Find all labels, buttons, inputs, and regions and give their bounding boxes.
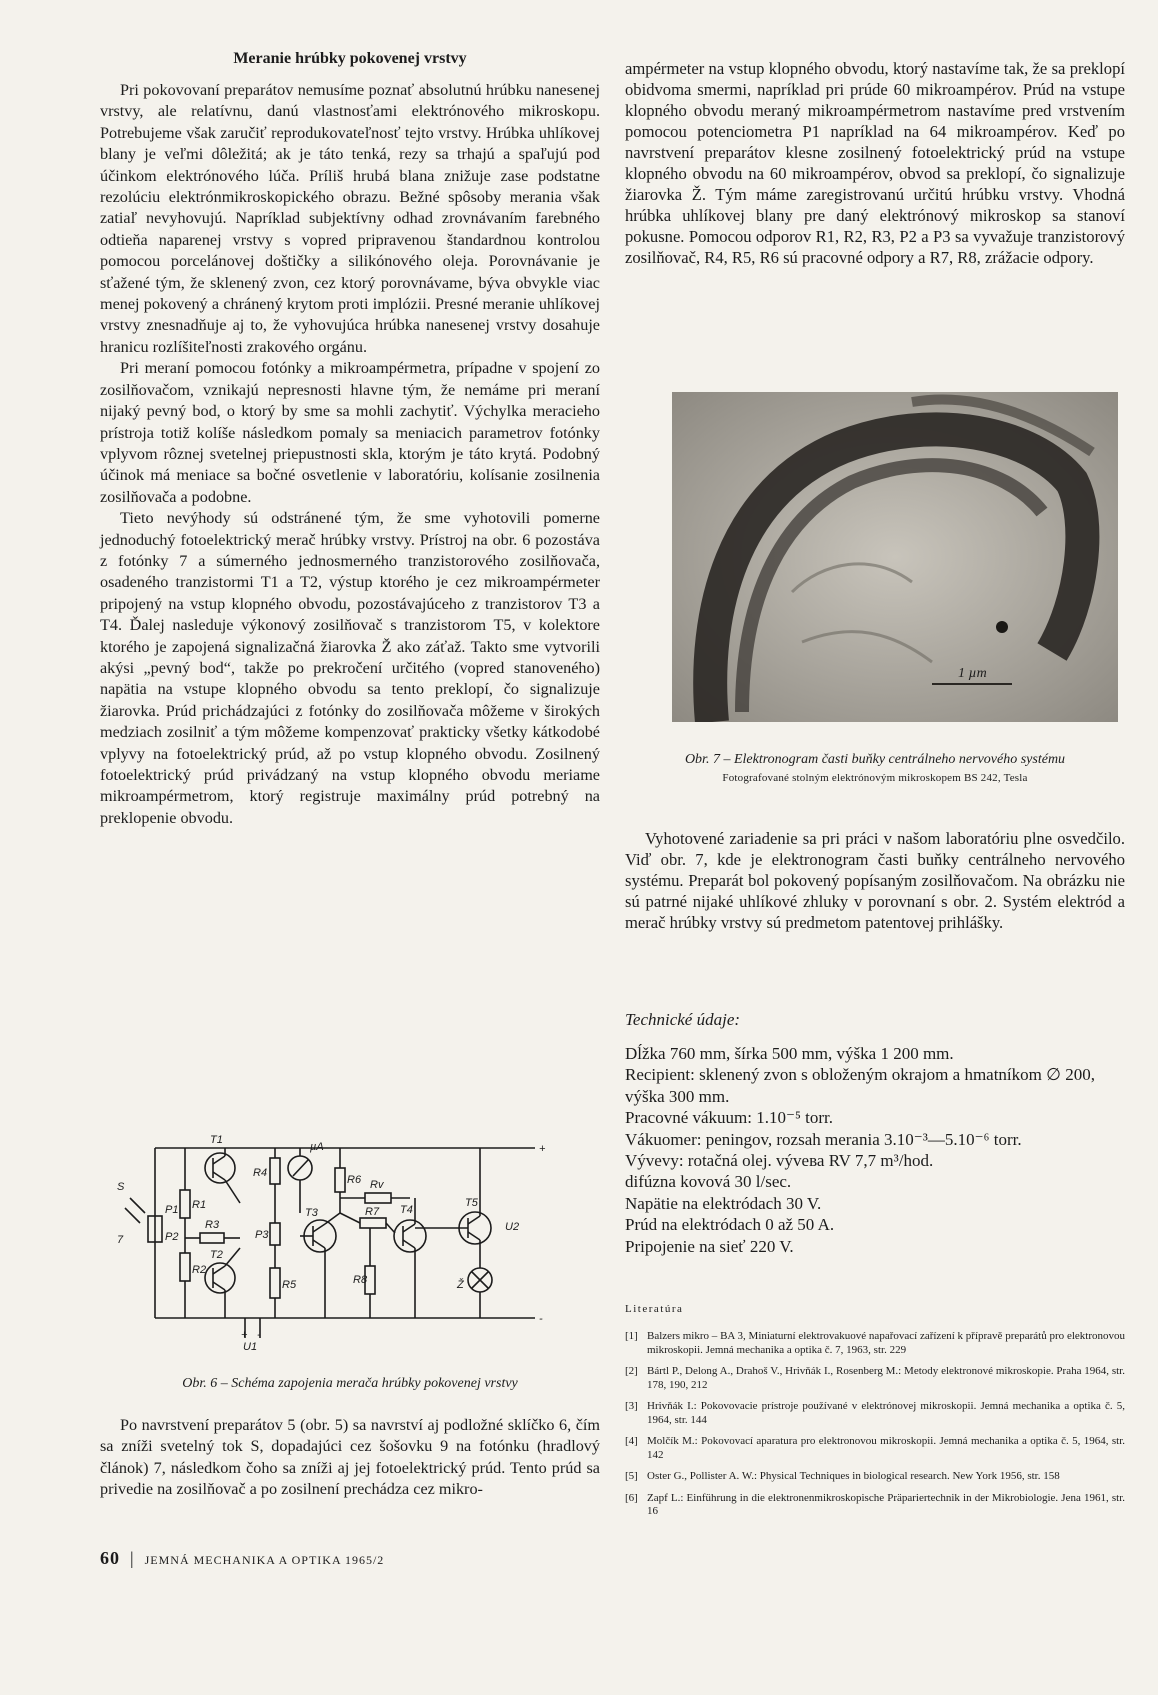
label-ua: µA (310, 1141, 324, 1153)
tech-item: Pripojenie na sieť 220 V. (625, 1236, 794, 1256)
after-photo-container (625, 828, 1125, 933)
label-r5: R5 (282, 1279, 297, 1291)
figure-6-caption: Obr. 6 – Schéma zapojenia merača hrúbky pokovenej vrstvy (182, 1376, 518, 1391)
paragraph: Pri meraní pomocou fotónky a mikroampérmetra, prípadne v spojení zo zosilňovačom, vznikajú nepresnosti hlavne tým, že nemáme pri meraní nijaký pevný bod, o ktorý by sme sa mohli zachytiť. Výchylka meracieho prístroja totiž kolíše následkom pomaly sa meniacich parametrov fotónky vplyvom rôznej svetelnej priepustnosti skla, ktorým je táto krytá. Podobný účinok má meniace sa bočné osvetlenie v laboratóriu, kolísanie zosilnenia zosilňovača a podobne. (100, 359, 600, 506)
reference-number: [5] (625, 1470, 638, 1482)
label-seven: 7 (117, 1234, 124, 1246)
footer-separator: | (130, 1548, 135, 1568)
reference-text: Bártl P., Delong A., Drahoš V., Hrivňák I., Rosenberg M.: Metody elektronové mikroskopie. Praha 1964, str. 178, 190, 212 (647, 1365, 1125, 1391)
figure-7-caption (625, 752, 1125, 784)
tech-item: Vývevy: rotačná olej. vývева RV 7,7 m³/hod. (625, 1151, 934, 1171)
tech-item: Vákuomer: peningov, rozsah merania 3.10⁻³—5.10⁻⁶ torr. (625, 1129, 1022, 1149)
reference-text: Hrivňák I.: Pokovovacie prístroje používané v elektrónovej mikroskopii. Jemná mechanika a optika č. 5, 1964, str. 144 (647, 1400, 1125, 1426)
label-minus-top: - (539, 1313, 543, 1325)
bottom-paragraph-container (100, 1415, 600, 1501)
label-plus-top: + (539, 1143, 546, 1155)
reference-number: [3] (625, 1400, 638, 1412)
paragraph: Tieto nevýhody sú odstránené tým, že sme vyhotovili pomerne jednoduchý fotoelektrický merač hrúbky vrstvy. Prístroj na obr. 6 pozostáva z fotónky 7 a súmerného jednosmerného tranzistorového zosilňovača, osadeného tranzistormi T1 a T2, výstup ktorého je cez mikroampérmeter pripojený na vstup klopného obvodu, pozostávajúceho z tranzistorov T3 a T4. Ďalej nasleduje výkonový zosilňovač s tranzistorom T5, v kolektore ktorého je zapojená signalizačná žiarovka Ž ako záťaž. Takto sme vytvorili akýsi „pevný bod“, takže po prekročení určitého (vopred stanoveného) napätia na vstupe klopného obvodu sa tento preklopí, čo signalizuje žiarovka. Prúd prichádzajúci z fotónky do zosilňovača môžeme v širokých medziach zosilniť a tým môžeme kompenzovať prakticky všetky kátkodobé vplyvy na fotoelektrický prúd, až po vstup klopného obvodu. Zosilnený fotoelektrický prúd privádzaný na vstup klopného obvodu meriame mikroampérmetrom, ktorý registruje maximálny prúd potrebný na preklopenie obvodu. (100, 509, 600, 827)
label-p1: P1 (165, 1204, 179, 1216)
page-number: 60 (100, 1548, 120, 1568)
journal-name: JEMNÁ MECHANIKA A OPTIKA 1965/2 (144, 1553, 385, 1567)
label-r3: R3 (205, 1219, 220, 1231)
reference-item (625, 1435, 1125, 1462)
label-r2: R2 (192, 1264, 207, 1276)
tech-list (625, 1043, 1125, 1257)
figure-7-title: Obr. 7 – Elektronogram časti buňky centrálneho nervového systému (684, 752, 1066, 767)
references-list (625, 1330, 1125, 1527)
reference-text: Molčík M.: Pokovovací aparatura pro elektronovou mikroskopii. Jemná mechanika a optika č. 5, 1964, str. 142 (647, 1435, 1125, 1461)
paragraph: ampérmeter na vstup klopného obvodu, ktorý nastavíme tak, že sa preklopí obidvoma smermi, napríklad pri prúde 60 mikroampérov. Prúd na vstupe klopného obvodu meraný mikroampérmetrom nastavíme pred vrstvením pomocou potenciometra P1 napríklad na 64 mikroampérov. Keď po navrstvení preparátov klesne zosilnený fotoelektrický prúd na vstupe klopného obvodu na 60 mikroampérov, obvod sa preklopí, čo signalizuje žiarovka Ž. Tým máme zaregistrovanú určitú hrúbku vrstvy. Vhodná hrúbka uhlíkovej blany pre daný elektrónový mikroskop sa stanoví pokusne. Pomocou odporov R1, R2, R3, P2 a P3 sa vyvažuje tranzistorový zosilňovač, R4, R5, R6 sú pracovné odpory a R7, R8, zrážacie odpory. (625, 59, 1125, 267)
references-heading: Literatúra (625, 1303, 684, 1315)
paragraph: Po navrstvení preparátov 5 (obr. 5) sa navrství aj podložné sklíčko 6, čím sa zníži svetelný tok S, dopadajúci cez šošovku 9 na fotónku (hradlový článok) 7, následkom čoho sa zníži aj jej fotoelektrický prúd. Tento prúd sa privedie na zosilňovač a po zosilnení prechádza cez mikro- (100, 1416, 600, 1499)
reference-item (625, 1492, 1125, 1519)
paragraph: Vyhotovené zariadenie sa pri práci v našom laboratóriu plne osvedčilo. Viď obr. 7, kde je elektronogram časti buňky centrálneho nervového systému. Preparát bol pokovený popísaným zosilňovačom. Na obrázku nie sú patrné nijaké uhlíkové zhluky v porovnaní s obr. 2. Systém elektród a merač hrúbky vrstvy sú predmetom patentovej prihlášky. (625, 829, 1125, 932)
label-t2: T2 (210, 1249, 223, 1261)
label-p3: P3 (255, 1229, 269, 1241)
reference-item (625, 1400, 1125, 1427)
label-rv: Rv (370, 1179, 384, 1191)
reference-item (625, 1470, 1125, 1484)
label-z: Ž (457, 1279, 464, 1291)
tech-item: Napätie na elektródach 30 V. (625, 1193, 822, 1213)
reference-number: [2] (625, 1365, 638, 1377)
label-minus-bottom: - (257, 1329, 261, 1341)
label-r8: R8 (353, 1274, 368, 1286)
right-column (625, 58, 1125, 268)
label-t4: T4 (400, 1204, 413, 1216)
reference-number: [1] (625, 1330, 638, 1342)
label-t5: T5 (465, 1197, 478, 1209)
label-t3: T3 (305, 1207, 318, 1219)
paragraph: Pri pokovovaní preparátov nemusíme poznať absolutnú hrúbku nanesenej vrstvy, ale relatívnu, danú vlastnosťami elektrónového mikroskopu. Potrebujeme však zaručiť reprodukovateľnosť tejto vrstvy. Hrúbka uhlíkovej blany je veľmi dôležitá; ak je táto tenká, rezy sa trhajú a spaľujú pod účinkom elektrónového lúča. Príliš hrubá blana znižuje zase podstatne rezolúciu elektrónmikroskopického obrazu. Bežné spôsoby merania však zatiaľ nevyhovujú. Napríklad subjektívny odhad zrovnávaním farebného odtieňa naparenej vrstvy s vopred pripravenou štandardnou kontrolou pomocou porcelánovej doštičky a silikónového oleja. Porovnávanie je sťažené tým, že sklenený zvon, cez ktorý porovnávame, býva obvykle viac menej pokovený a chránený krytom proti implózii. Presné meranie uhlíkovej vrstvy znesnadňuje aj to, že vyhovujúca hrúbka nanesenej vrstvy dosahuje hranicu rozlíšiteľnosti zrakového orgánu. (100, 81, 600, 356)
label-t1: T1 (210, 1134, 223, 1146)
label-r7: R7 (365, 1206, 380, 1218)
section-title: Meranie hrúbky pokovenej vrstvy (233, 50, 467, 67)
circuit-diagram (115, 1128, 565, 1353)
label-s: S (117, 1181, 125, 1193)
tech-heading: Technické údaje: (625, 1010, 741, 1029)
reference-item (625, 1365, 1125, 1392)
reference-text: Zapf L.: Einführung in die elektronenmikroskopische Präpariertechnik in der Mikrobiologie. Jena 1961, str. 16 (647, 1491, 1125, 1517)
tech-item: Recipient: sklenený zvon s obloženým okrajom a hmatníkom ∅ 200, výška 300 mm. (625, 1065, 1095, 1106)
reference-text: Balzers mikro – BA 3, Miniaturní elektrovakuové napařovací zařízení k přípravě preparátů pro elektronovou mikroskopii. Jemná mechanika a optika č. 7, 1963, str. 229 (647, 1330, 1125, 1356)
label-r1: R1 (192, 1199, 207, 1211)
scale-bar-label: 1 µm (958, 666, 987, 681)
figure-7-subtitle: Fotografované stolným elektrónovým mikroskopem BS 242, Tesla (722, 772, 1028, 784)
label-r6: R6 (347, 1174, 362, 1186)
tech-item: difúzna kovová 30 l/sec. (625, 1172, 792, 1192)
label-p2: P2 (165, 1231, 179, 1243)
label-u2: U2 (505, 1221, 520, 1233)
reference-item (625, 1330, 1125, 1357)
label-r4: R4 (253, 1167, 268, 1179)
tech-item: Dĺžka 760 mm, šírka 500 mm, výška 1 200 mm. (625, 1044, 954, 1063)
tech-item: Prúd na elektródach 0 až 50 A. (625, 1215, 835, 1235)
page-footer (100, 1548, 384, 1569)
reference-number: [4] (625, 1435, 638, 1447)
reference-number: [6] (625, 1491, 638, 1504)
tech-item: Pracovné vákuum: 1.10⁻⁵ torr. (625, 1108, 834, 1128)
label-u1: U1 (243, 1341, 258, 1353)
label-plus-bottom: + (241, 1329, 248, 1341)
left-column (100, 50, 600, 829)
electron-micrograph (672, 392, 1118, 722)
reference-text: Oster G., Pollister A. W.: Physical Techniques in biological research. New York 1956, str. 158 (647, 1470, 1060, 1482)
